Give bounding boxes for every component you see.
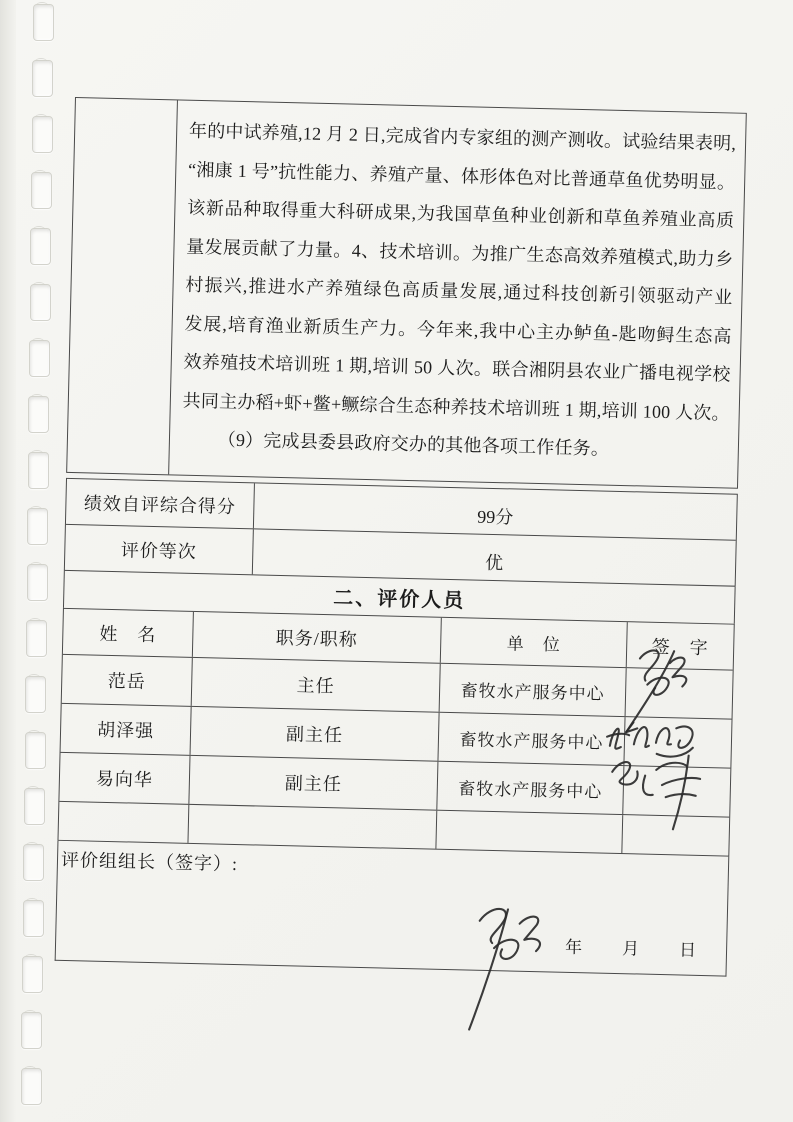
evaluator-unit: 畜牧水产服务中心 (438, 713, 625, 765)
evaluator-title: 主任 (192, 658, 441, 712)
binding-hole (21, 1068, 42, 1105)
evaluator-name: 易向华 (59, 753, 190, 804)
evaluators-table (57, 608, 734, 857)
evaluator-signature-cell (624, 717, 731, 767)
work-summary-left-cell (67, 98, 178, 474)
empty-cell (436, 811, 623, 853)
rating-label: 评价等次 (65, 525, 254, 574)
binding-hole (25, 676, 46, 713)
form-sheet (55, 97, 747, 977)
binding-hole (27, 564, 48, 601)
summary-line: 该新品种取得重大科研成果,为我国草鱼种业创新和草鱼养殖业高质 (186, 197, 735, 231)
summary-line: 发展,培育渔业新质生产力。今年来,我中心主办鲈鱼-匙吻鲟生态高 (184, 313, 732, 347)
evaluator-unit: 畜牧水产服务中心 (437, 762, 624, 814)
binding-hole (26, 620, 47, 657)
binding-hole (31, 172, 52, 209)
leader-signature-cell (55, 841, 730, 977)
binding-hole (32, 116, 53, 153)
summary-line: “湘康 1 号”抗性能力、养殖产量、体形体色对比普通草鱼优势明显。 (187, 159, 736, 193)
score-label: 绩效自评综合得分 (66, 479, 255, 528)
evaluator-name: 胡泽强 (61, 704, 192, 755)
binding-hole (24, 788, 45, 825)
leader-signature-label: 评价组组长（签字）: (60, 849, 239, 875)
evaluator-title: 副主任 (189, 756, 438, 810)
evaluator-signature-cell (623, 766, 730, 816)
section-title-evaluators: 二、评价人员 (63, 571, 736, 624)
empty-cell (622, 815, 729, 855)
evaluator-unit: 畜牧水产服务中心 (440, 664, 627, 716)
binding-hole (29, 340, 50, 377)
binding-hole (28, 396, 49, 433)
header-title: 职务/职称 (193, 612, 442, 663)
binding-hole (28, 452, 49, 489)
work-summary-row (66, 97, 747, 489)
binding-hole (21, 1012, 42, 1049)
binding-hole (30, 284, 51, 321)
binding-hole (33, 4, 54, 41)
binding-hole (27, 508, 48, 545)
binding-hole (30, 228, 51, 265)
summary-line: 效养殖技术培训班 1 期,培训 50 人次。联合湘阴县农业广播电视学校 (183, 351, 731, 385)
binding-hole (23, 844, 44, 881)
binding-hole (32, 60, 53, 97)
evaluator-title: 副主任 (191, 707, 440, 761)
summary-line: （9）完成县委县政府交办的其他各项工作任务。 (217, 429, 610, 459)
empty-cell (188, 805, 437, 849)
rating-value: 优 (484, 552, 504, 573)
score-table (64, 478, 738, 587)
summary-line: 年的中试养殖,12 月 2 日,完成省内专家组的测产测收。试验结果表明, (188, 120, 737, 154)
binding-hole (25, 732, 46, 769)
date-line: 年 月 日 (564, 937, 699, 960)
evaluator-name: 范岳 (62, 655, 193, 706)
empty-cell (58, 802, 189, 843)
evaluator-signature-cell (626, 668, 733, 718)
header-name: 姓 名 (63, 609, 194, 657)
work-summary-text-cell (169, 100, 746, 487)
paper-left-edge-shadow (0, 0, 16, 1122)
binding-hole (23, 900, 44, 937)
header-signature: 签 字 (651, 636, 709, 658)
summary-line: 共同主办稻+虾+鳖+鳜综合生态种养技术培训班 1 期,培训 100 人次。 (182, 390, 730, 424)
binding-hole (22, 956, 43, 993)
summary-line: 量发展贡献了力量。4、技术培训。为推广生态高效养殖模式,助力乡 (186, 236, 734, 270)
score-value: 99分 (477, 506, 514, 527)
summary-line: 村振兴,推进水产养殖绿色高质量发展,通过科技创新引领驱动产业 (185, 274, 733, 308)
header-unit: 单 位 (441, 618, 628, 667)
